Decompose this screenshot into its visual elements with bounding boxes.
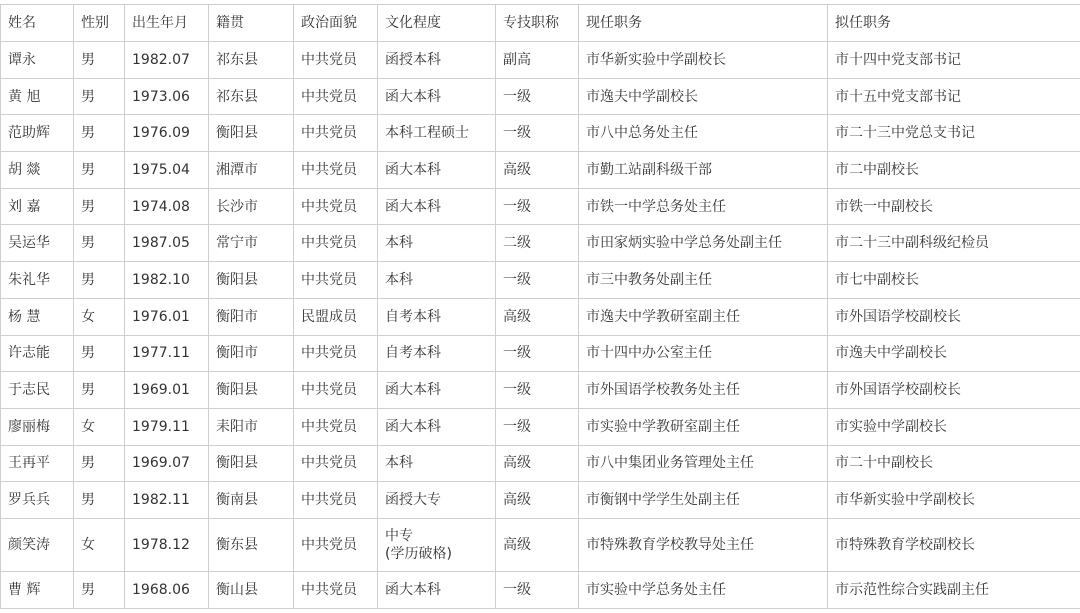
cell-education: 函大本科 bbox=[378, 188, 496, 225]
cell-origin: 衡阳县 bbox=[209, 372, 294, 409]
cell-origin: 祁东县 bbox=[209, 78, 294, 115]
cell-gender: 男 bbox=[74, 225, 125, 262]
cell-education: 函授本科 bbox=[378, 42, 496, 79]
cell-birth: 1969.01 bbox=[125, 372, 209, 409]
cell-origin: 衡阳市 bbox=[209, 298, 294, 335]
cell-gender: 男 bbox=[74, 445, 125, 482]
header-current-post: 现任职务 bbox=[579, 5, 828, 42]
header-name: 姓名 bbox=[1, 5, 74, 42]
cell-line: 中专 bbox=[385, 527, 413, 544]
cell-origin: 衡阳市 bbox=[209, 335, 294, 372]
cell-current-post: 市勤工站副科级干部 bbox=[579, 152, 828, 189]
cell-title: 高级 bbox=[496, 445, 579, 482]
cell-name: 于志民 bbox=[1, 372, 74, 409]
cell-current-post: 市八中总务处主任 bbox=[579, 115, 828, 152]
cell-proposed-post: 市外国语学校副校长 bbox=[828, 298, 1080, 335]
cell-name: 范助辉 bbox=[1, 115, 74, 152]
cell-education: 函大本科 bbox=[378, 78, 496, 115]
cell-birth: 1987.05 bbox=[125, 225, 209, 262]
table-row bbox=[1, 571, 1080, 608]
cell-education: 函授大专 bbox=[378, 482, 496, 519]
cell-line: (学历破格) bbox=[385, 545, 452, 562]
cell-birth: 1976.01 bbox=[125, 298, 209, 335]
cell-title: 高级 bbox=[496, 482, 579, 519]
cell-name: 曹 辉 bbox=[1, 571, 74, 608]
header-education: 文化程度 bbox=[378, 5, 496, 42]
cell-origin: 衡阳县 bbox=[209, 445, 294, 482]
cell-gender: 男 bbox=[74, 78, 125, 115]
cell-birth: 1973.06 bbox=[125, 78, 209, 115]
cell-political: 中共党员 bbox=[294, 188, 378, 225]
cell-title: 高级 bbox=[496, 518, 579, 571]
cell-gender: 男 bbox=[74, 372, 125, 409]
cell-proposed-post: 市七中副校长 bbox=[828, 262, 1080, 299]
cell-political: 中共党员 bbox=[294, 78, 378, 115]
cell-proposed-post: 市二十三中副科级纪检员 bbox=[828, 225, 1080, 262]
cell-proposed-post: 市示范性综合实践副主任 bbox=[828, 571, 1080, 608]
cell-current-post: 市外国语学校教务处主任 bbox=[579, 372, 828, 409]
table-row bbox=[1, 225, 1080, 262]
cell-education: 自考本科 bbox=[378, 335, 496, 372]
cell-current-post: 市特殊教育学校教导处主任 bbox=[579, 518, 828, 571]
cell-name: 王再平 bbox=[1, 445, 74, 482]
cell-title: 高级 bbox=[496, 152, 579, 189]
cell-education: 函大本科 bbox=[378, 152, 496, 189]
cell-gender: 男 bbox=[74, 42, 125, 79]
cell-current-post: 市十四中办公室主任 bbox=[579, 335, 828, 372]
cell-birth: 1977.11 bbox=[125, 335, 209, 372]
cell-title: 一级 bbox=[496, 115, 579, 152]
cell-education: 函大本科 bbox=[378, 408, 496, 445]
cell-political: 中共党员 bbox=[294, 335, 378, 372]
table-row bbox=[1, 188, 1080, 225]
cell-birth: 1976.09 bbox=[125, 115, 209, 152]
cell-education: 本科工程硕士 bbox=[378, 115, 496, 152]
cell-proposed-post: 市十四中党支部书记 bbox=[828, 42, 1080, 79]
table-row bbox=[1, 335, 1080, 372]
cell-education: 函大本科 bbox=[378, 571, 496, 608]
cell-current-post: 市实验中学总务处主任 bbox=[579, 571, 828, 608]
cell-proposed-post: 市二十中副校长 bbox=[828, 445, 1080, 482]
header-birth: 出生年月 bbox=[125, 5, 209, 42]
cell-birth: 1982.10 bbox=[125, 262, 209, 299]
cell-education bbox=[378, 518, 496, 571]
table-row bbox=[1, 518, 1080, 571]
cell-political: 中共党员 bbox=[294, 262, 378, 299]
cell-name: 罗兵兵 bbox=[1, 482, 74, 519]
cell-gender: 男 bbox=[74, 571, 125, 608]
table-row bbox=[1, 115, 1080, 152]
cell-gender: 女 bbox=[74, 408, 125, 445]
cell-current-post: 市逸夫中学教研室副主任 bbox=[579, 298, 828, 335]
cell-political: 中共党员 bbox=[294, 42, 378, 79]
cell-name: 朱礼华 bbox=[1, 262, 74, 299]
cell-political: 中共党员 bbox=[294, 225, 378, 262]
cell-birth: 1975.04 bbox=[125, 152, 209, 189]
header-political: 政治面貌 bbox=[294, 5, 378, 42]
cell-name: 刘 嘉 bbox=[1, 188, 74, 225]
cell-political: 民盟成员 bbox=[294, 298, 378, 335]
cell-title: 二级 bbox=[496, 225, 579, 262]
cell-gender: 男 bbox=[74, 152, 125, 189]
cell-origin: 衡东县 bbox=[209, 518, 294, 571]
cell-proposed-post: 市外国语学校副校长 bbox=[828, 372, 1080, 409]
cell-gender: 男 bbox=[74, 482, 125, 519]
cell-current-post: 市铁一中学总务处主任 bbox=[579, 188, 828, 225]
table-row bbox=[1, 42, 1080, 79]
cell-birth: 1982.11 bbox=[125, 482, 209, 519]
cell-birth: 1978.12 bbox=[125, 518, 209, 571]
cell-title: 一级 bbox=[496, 335, 579, 372]
cell-political: 中共党员 bbox=[294, 408, 378, 445]
cell-title: 一级 bbox=[496, 571, 579, 608]
cell-political: 中共党员 bbox=[294, 372, 378, 409]
cell-political: 中共党员 bbox=[294, 115, 378, 152]
cell-education: 自考本科 bbox=[378, 298, 496, 335]
cell-birth: 1968.06 bbox=[125, 571, 209, 608]
cell-title: 副高 bbox=[496, 42, 579, 79]
cell-current-post: 市衡钢中学学生处副主任 bbox=[579, 482, 828, 519]
cell-name: 许志能 bbox=[1, 335, 74, 372]
cell-name: 廖丽梅 bbox=[1, 408, 74, 445]
cell-proposed-post: 市逸夫中学副校长 bbox=[828, 335, 1080, 372]
cell-birth: 1969.07 bbox=[125, 445, 209, 482]
cell-political: 中共党员 bbox=[294, 518, 378, 571]
cell-current-post: 市三中教务处副主任 bbox=[579, 262, 828, 299]
table-row bbox=[1, 372, 1080, 409]
table-row bbox=[1, 408, 1080, 445]
cell-proposed-post: 市华新实验中学副校长 bbox=[828, 482, 1080, 519]
cell-education: 本科 bbox=[378, 225, 496, 262]
cell-gender: 男 bbox=[74, 115, 125, 152]
cell-origin: 长沙市 bbox=[209, 188, 294, 225]
cell-proposed-post: 市特殊教育学校副校长 bbox=[828, 518, 1080, 571]
table-row bbox=[1, 78, 1080, 115]
cell-title: 一级 bbox=[496, 78, 579, 115]
table-row bbox=[1, 298, 1080, 335]
cell-origin: 湘潭市 bbox=[209, 152, 294, 189]
cell-name: 黄 旭 bbox=[1, 78, 74, 115]
cell-name: 吴运华 bbox=[1, 225, 74, 262]
cell-political: 中共党员 bbox=[294, 571, 378, 608]
cell-birth: 1974.08 bbox=[125, 188, 209, 225]
cell-current-post: 市田家炳实验中学总务处副主任 bbox=[579, 225, 828, 262]
cell-origin: 祁东县 bbox=[209, 42, 294, 79]
cell-current-post: 市逸夫中学副校长 bbox=[579, 78, 828, 115]
cell-political: 中共党员 bbox=[294, 482, 378, 519]
cell-origin: 衡阳县 bbox=[209, 115, 294, 152]
cell-origin: 衡南县 bbox=[209, 482, 294, 519]
cell-proposed-post: 市实验中学副校长 bbox=[828, 408, 1080, 445]
cell-title: 一级 bbox=[496, 408, 579, 445]
cell-title: 高级 bbox=[496, 298, 579, 335]
header-origin: 籍贯 bbox=[209, 5, 294, 42]
cell-origin: 衡山县 bbox=[209, 571, 294, 608]
cell-education: 本科 bbox=[378, 262, 496, 299]
cell-origin: 耒阳市 bbox=[209, 408, 294, 445]
cell-political: 中共党员 bbox=[294, 445, 378, 482]
header-proposed-post: 拟任职务 bbox=[828, 5, 1080, 42]
cell-name: 谭永 bbox=[1, 42, 74, 79]
cell-birth: 1979.11 bbox=[125, 408, 209, 445]
cell-political: 中共党员 bbox=[294, 152, 378, 189]
cell-gender: 女 bbox=[74, 298, 125, 335]
cell-title: 一级 bbox=[496, 262, 579, 299]
cell-gender: 男 bbox=[74, 188, 125, 225]
cell-origin: 衡阳县 bbox=[209, 262, 294, 299]
header-gender: 性别 bbox=[74, 5, 125, 42]
cell-name: 胡 燚 bbox=[1, 152, 74, 189]
header-row bbox=[1, 5, 1080, 42]
cell-education: 函大本科 bbox=[378, 372, 496, 409]
cell-title: 一级 bbox=[496, 372, 579, 409]
cell-name: 杨 慧 bbox=[1, 298, 74, 335]
cell-title: 一级 bbox=[496, 188, 579, 225]
table-row bbox=[1, 152, 1080, 189]
header-title: 专技职称 bbox=[496, 5, 579, 42]
cell-proposed-post: 市二十三中党总支书记 bbox=[828, 115, 1080, 152]
cell-name: 颜笑涛 bbox=[1, 518, 74, 571]
cell-current-post: 市八中集团业务管理处主任 bbox=[579, 445, 828, 482]
cell-proposed-post: 市二中副校长 bbox=[828, 152, 1080, 189]
cell-origin: 常宁市 bbox=[209, 225, 294, 262]
table-row bbox=[1, 482, 1080, 519]
cell-current-post: 市实验中学教研室副主任 bbox=[579, 408, 828, 445]
cell-gender: 男 bbox=[74, 262, 125, 299]
cell-current-post: 市华新实验中学副校长 bbox=[579, 42, 828, 79]
table-row bbox=[1, 445, 1080, 482]
cell-gender: 女 bbox=[74, 518, 125, 571]
cell-birth: 1982.07 bbox=[125, 42, 209, 79]
cell-education: 本科 bbox=[378, 445, 496, 482]
cell-gender: 男 bbox=[74, 335, 125, 372]
table-row bbox=[1, 262, 1080, 299]
cell-proposed-post: 市十五中党支部书记 bbox=[828, 78, 1080, 115]
cell-proposed-post: 市铁一中副校长 bbox=[828, 188, 1080, 225]
cadre-table bbox=[0, 4, 1080, 609]
